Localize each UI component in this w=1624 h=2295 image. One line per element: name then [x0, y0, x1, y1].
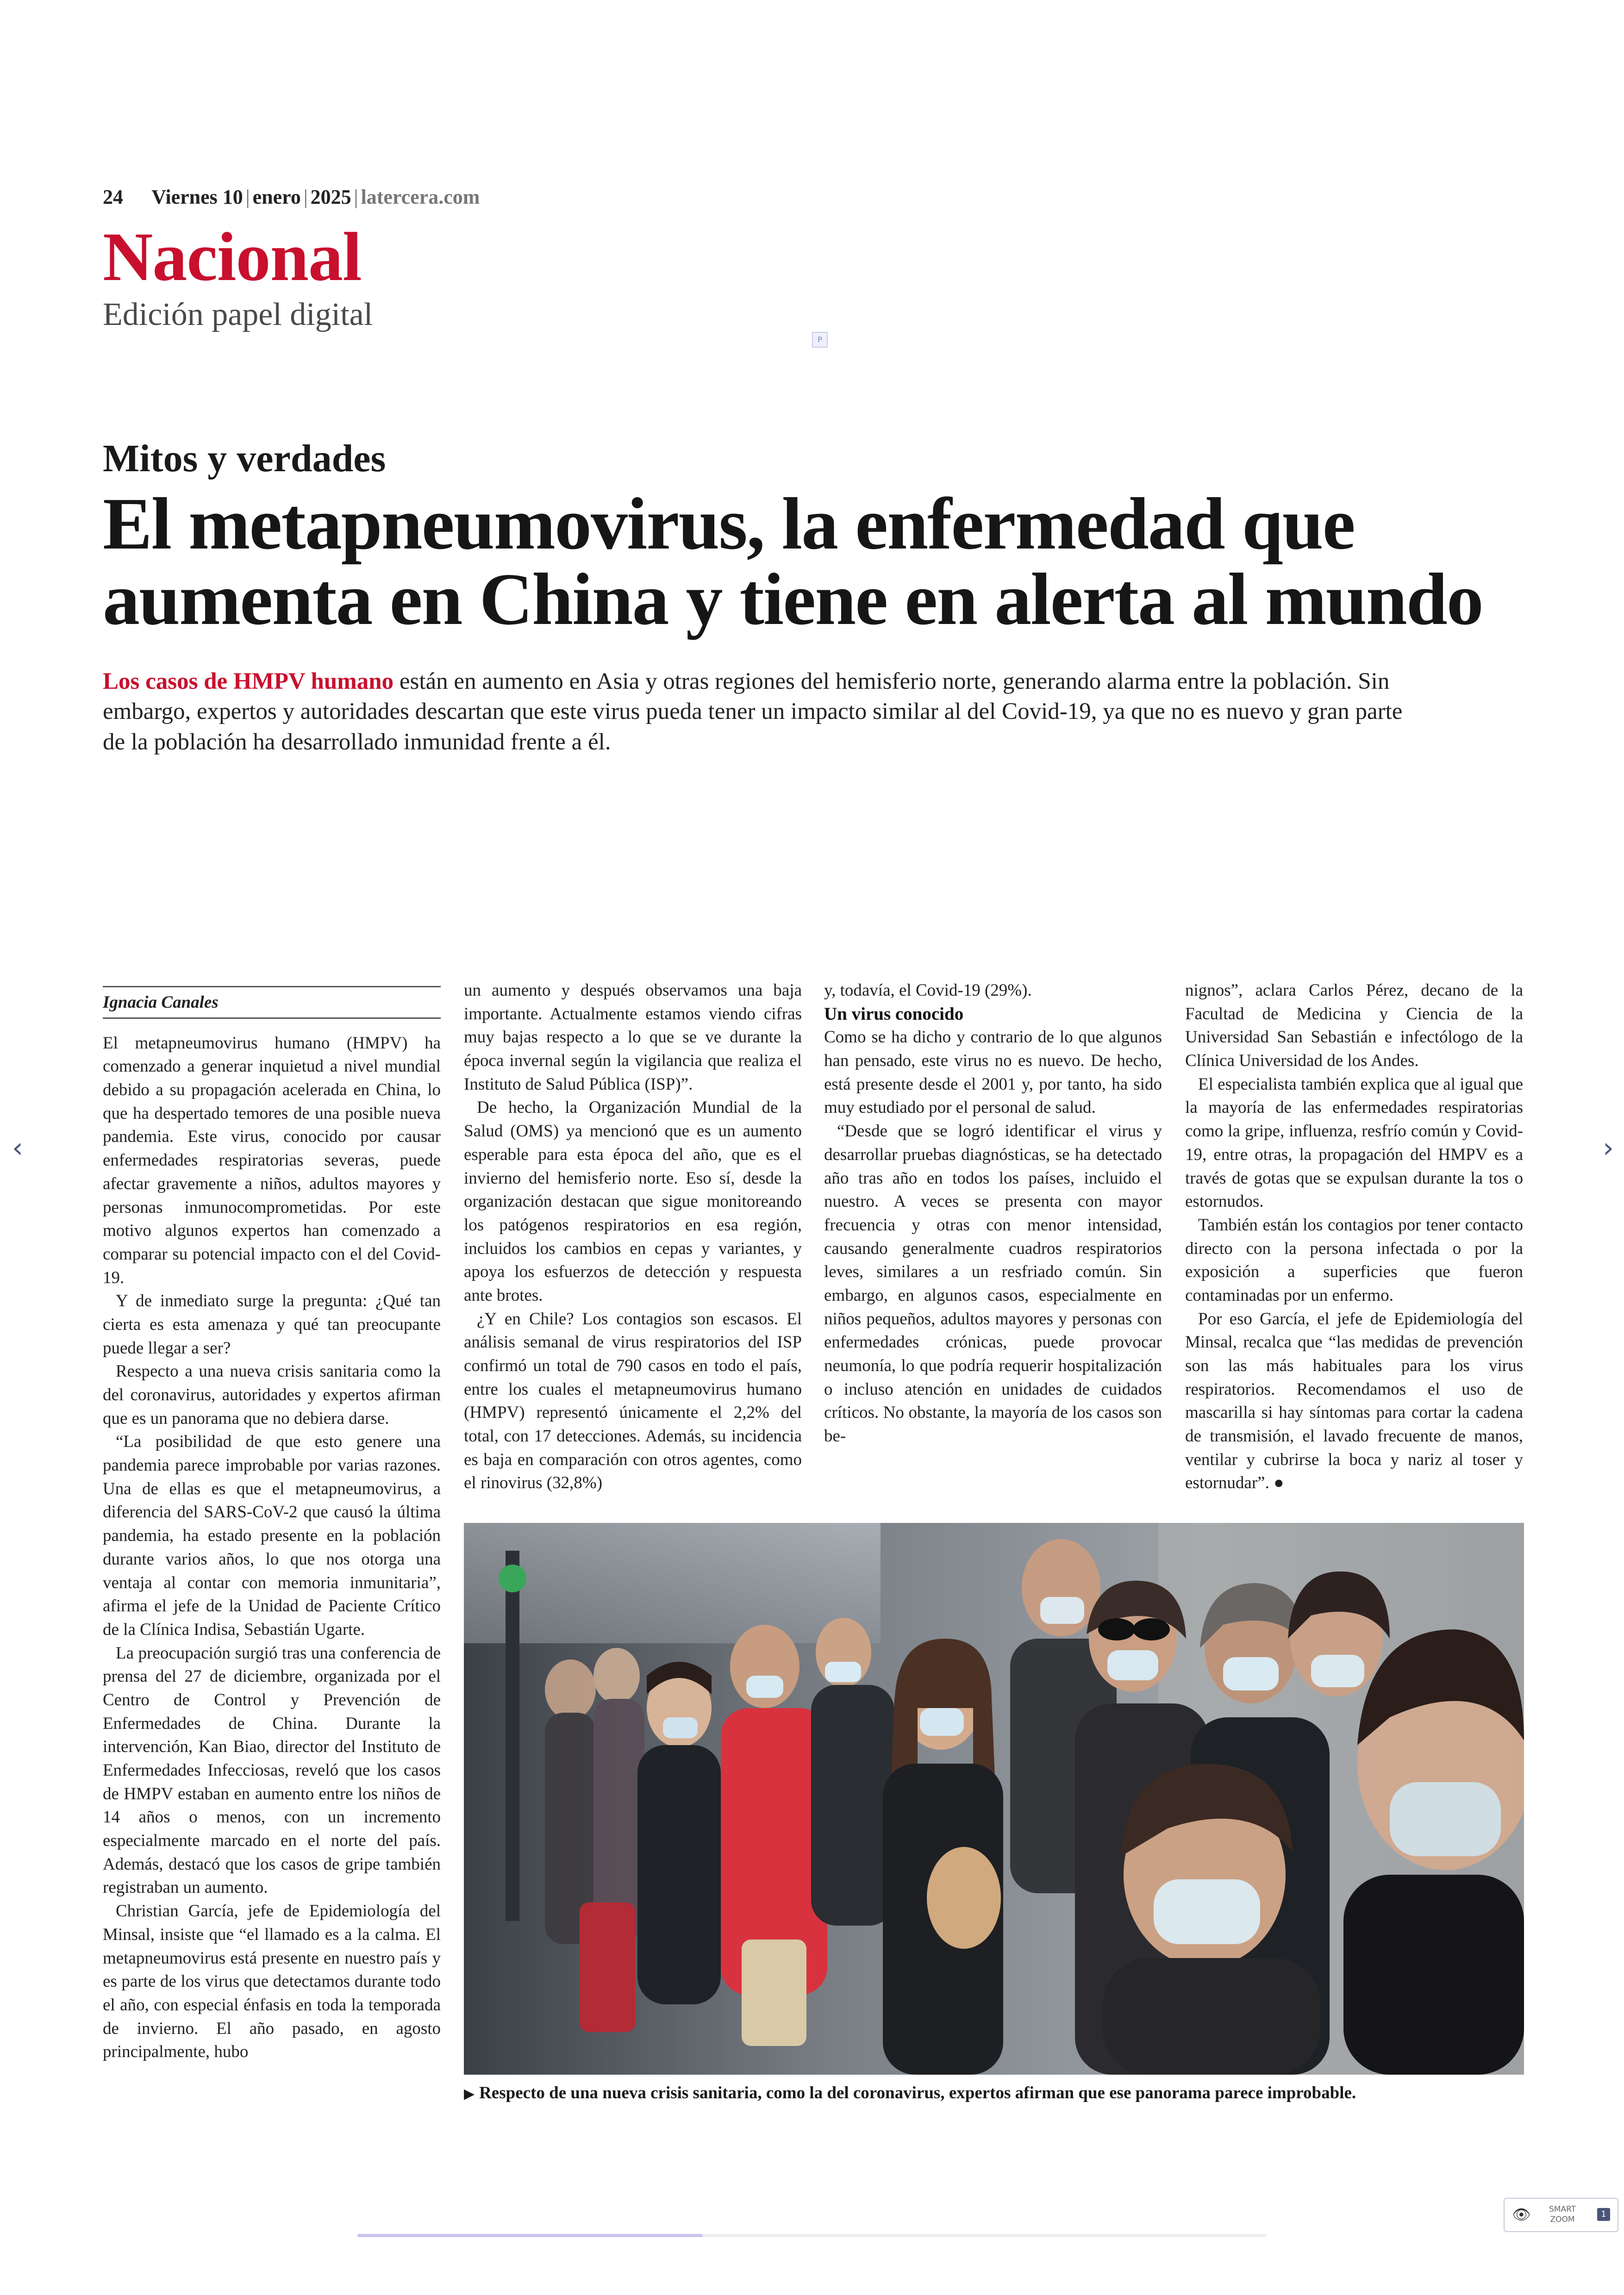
paragraph: La preocupación surgió tras una conferencia de prensa del 27 de diciembre, organizada por el Centro de Control y Prevención de Enfermedades de China. Durante la intervención, Kan Biao, director del Instituto de Enfermedades Infecciosas, reveló que los casos de HMPV estaban en aumento entre los niños de 14 años o menos, con un incremento especialmente marcado en el norte del país. Además, destacó que los casos de gripe también registraban un aumento. — [103, 1643, 441, 1897]
ad-marker-icon[interactable]: P — [812, 332, 828, 348]
section-title: Nacional — [103, 218, 362, 295]
paragraph: ¿Y en Chile? Los contagios son escasos. El análisis semanal de virus respiratorios del ISP confirmó un total de 790 casos en todo el país, entre los cuales el metapneumovirus humano (HMPV) representó únicamente el 2,2% del total, con 17 detecciones. Además, su incidencia es baja en comparación con otros agentes, como el rinovirus (32,8%) — [464, 1309, 802, 1493]
paragraph: Por eso García, el jefe de Epidemiología del Minsal, recalca que “las medidas de prevención son las más habituales para los virus respiratorios. Recomendamos el uso de mascarilla si hay síntomas para cortar la cadena de transmisión, el lavado frecuente de manos, ventilar y cubrirse la boca y nariz al toser y estornudar”. ● — [1185, 1309, 1523, 1493]
caption-triangle-icon: ▶ — [464, 2086, 475, 2102]
subheading: Un virus conocido — [824, 1004, 964, 1024]
lead-text: están en aumento en Asia y otras regiones del hemisferio norte, generando alarma entre la población. Sin embargo, expertos y autoridades descartan que este virus pueda tener un impacto similar al del Covid-19, ya que no es nuevo y gran parte de la población ha desarrollado inmunidad frente a él. — [103, 668, 1403, 755]
date-weekday-day: Viernes 10 — [151, 186, 243, 208]
smart-zoom-label: SMART ZOOM — [1549, 2205, 1576, 2224]
site-name: latercera.com — [361, 186, 480, 208]
date-month: enero — [252, 186, 301, 208]
photo-caption: ▶ Respecto de una nueva crisis sanitaria, como la del coronavirus, expertos afirman que ese panorama parece improbable. — [464, 2083, 1356, 2102]
paragraph: El metapneumovirus humano (HMPV) ha comenzado a generar inquietud a nivel mundial debido a su propagación acelerada en China, lo que ha despertado temores de una posible nueva pandemia. Este virus, conocido por causar enfermedades respiratorias severas, puede afectar gravemente a niños, adultos mayores y personas inmunocomprometidas. Por este motivo algunos expertos han comenzado a comparar su potencial impacto con el del Covid-19. — [103, 1033, 441, 1287]
article-photo[interactable] — [464, 1523, 1524, 2075]
next-page-arrow-icon[interactable]: › — [1603, 1132, 1614, 1164]
smart-zoom-button[interactable] — [1504, 2198, 1618, 2232]
article-headline: El metapneumovirus, la enfermedad que aumenta en China y tiene en alerta al mundo — [103, 482, 1483, 641]
eye-icon: 👁 — [1512, 2206, 1531, 2223]
page-progress-bar[interactable] — [357, 2234, 1267, 2237]
smart-zoom-badge: 1 — [1597, 2208, 1610, 2221]
article-lead — [103, 667, 1408, 757]
paragraph: “Desde que se logró identificar el virus y desarrollar pruebas diagnósticas, se ha detectado año tras año en todos los países, incluido el nuestro. A veces se presenta con mayor frecuencia y otras con menor intensidad, causando generalmente cuadros respiratorios leves, similares a un resfriado común. Sin embargo, en algunos casos, especialmente en niños pequeños, adultos mayores y personas con enfermedades crónicas, puede provocar neumonía, lo que podría requerir hospitalización o incluso atención en unidades de cuidados críticos. No obstante, la mayoría de los casos son be- — [824, 1122, 1162, 1446]
paragraph: nignos”, aclara Carlos Pérez, decano de la Facultad de Medicina y Ciencia de la Universidad San Sebastián e infectólogo de la Clínica Universidad de los Andes. — [1185, 981, 1523, 1071]
paragraph: “La posibilidad de que esto genere una pandemia parece improbable por varias razones. Una de ellas es que el metapneumovirus, a diferencia del SARS-CoV-2 que causó la última pandemia, ha estado presente en la población durante varios años, lo que nos otorga una ventaja al contar con memoria inmunitaria”, afirma el jefe de la Unidad de Paciente Crítico de la Clínica Indisa, Sebastián Ugarte. — [103, 1432, 441, 1639]
date-year: 2025 — [310, 186, 351, 208]
paragraph: De hecho, la Organización Mundial de la Salud (OMS) ya mencionó que es un aumento esperable para esta época del año, que es el invierno del hemisferio norte. Eso sí, desde la organización destacan que sigue monitoreando los patógenos respiratorios en esa región, incluidos los cambios en cepas y variantes, y apoya los esfuerzos de detección y respuesta ante brotes. — [464, 1098, 802, 1305]
page-progress-fill — [357, 2234, 703, 2237]
article-column-3 — [824, 979, 1162, 1448]
paragraph: Christian García, jefe de Epidemiología del Minsal, insiste que “el llamado es a la calma. El metapneumovirus está presente en nuestro país y es parte de los virus que detectamos durante todo el año, con especial énfasis en toda la temporada de invierno. El año pasado, en agosto principalmente, hubo — [103, 1902, 441, 2062]
article-column-1 — [103, 986, 441, 2064]
article-column-4 — [1185, 979, 1523, 1495]
dateline: 24 Viernes 10 | enero | 2025 | latercera.com — [103, 186, 480, 208]
article-column-2 — [464, 979, 802, 1495]
paragraph: También están los contagios por tener contacto directo con la persona infectada o por la exposición a superficies que fueron contaminadas por un enfermo. — [1185, 1215, 1523, 1305]
prev-page-arrow-icon[interactable]: ‹ — [12, 1132, 23, 1164]
paragraph: El especialista también explica que al igual que la mayoría de las enfermedades respiratorias como la gripe, influenza, resfrío común y Covid-19, entre otras, la propagación del HMPV es a través de gotas que se expulsan durante la tos o estornudos. — [1185, 1074, 1523, 1211]
byline: Ignacia Canales — [103, 986, 441, 1019]
paragraph: y, todavía, el Covid-19 (29%). — [824, 981, 1032, 1000]
edition-label: Edición papel digital — [103, 297, 373, 332]
paragraph: Como se ha dicho y contrario de lo que algunos han pensado, este virus no es nuevo. De hecho, está presente desde el 2001 y, por tanto, ha sido muy estudiado por el personal de salud. — [824, 1028, 1162, 1117]
page-number: 24 — [103, 186, 123, 208]
paragraph: Y de inmediato surge la pregunta: ¿Qué tan cierta es esta amenaza y qué tan preocupante puede llegar a ser? — [103, 1291, 441, 1358]
article-kicker: Mitos y verdades — [103, 437, 386, 480]
crowd-masks-illustration — [464, 1523, 1524, 2075]
lead-highlight: Los casos de HMPV humano — [103, 668, 394, 694]
paragraph: un aumento y después observamos una baja importante. Actualmente estamos viendo cifras muy bajas respecto a lo que se ve durante la época invernal según la vigilancia que realiza el Instituto de Salud Pública (ISP)”. — [464, 981, 802, 1094]
paragraph: Respecto a una nueva crisis sanitaria como la del coronavirus, autoridades y expertos afirman que es un panorama que no debiera darse. — [103, 1362, 441, 1428]
